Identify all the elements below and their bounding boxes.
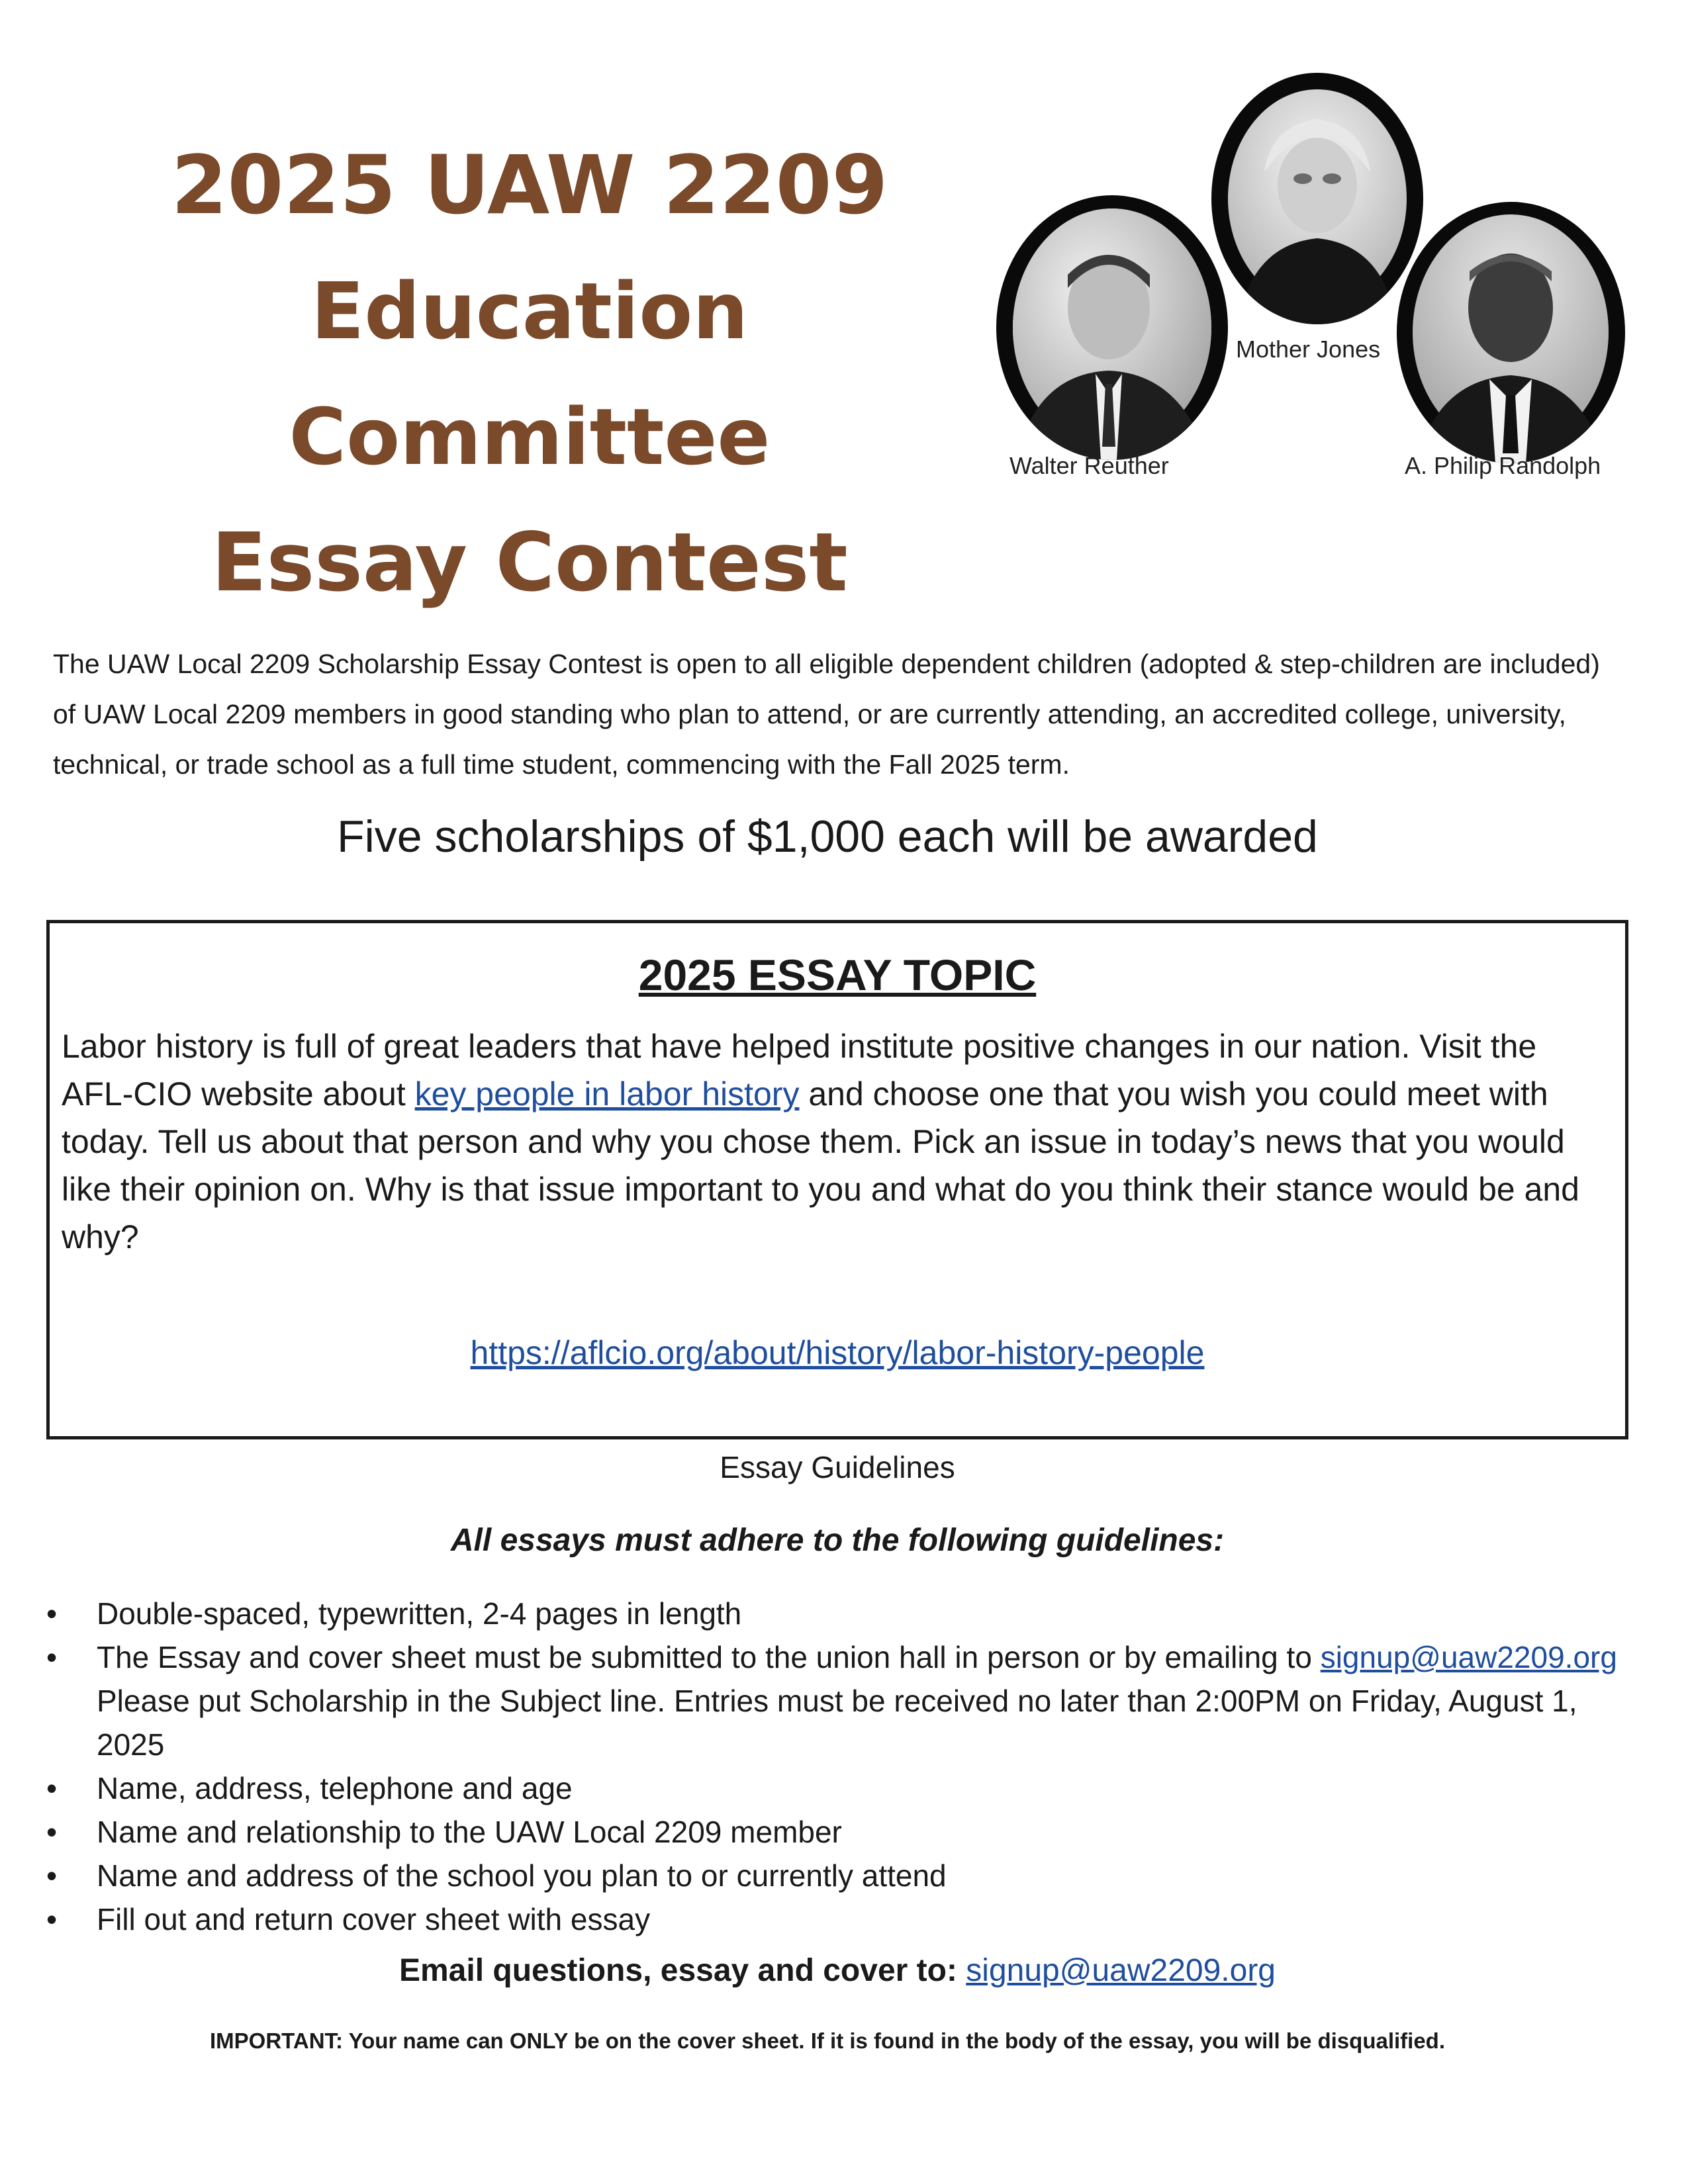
walter-reuther-portrait-icon: [996, 195, 1228, 460]
list-item: [46, 1635, 1635, 1766]
caption-mother-jones: Mother Jones: [1236, 336, 1381, 363]
guideline-text: Name and address of the school you plan to or currently attend: [97, 1858, 947, 1893]
contact-line: [0, 1952, 1675, 1989]
essay-topic-box: [46, 920, 1628, 1439]
topic-text-before: Labor history is full of great leaders that have helped institute positive changes in our nation. Visit the AFL-CIO website about: [62, 1028, 1537, 1113]
topic-text-after: and choose one that you wish you could meet with today. Tell us about that person and why you chose them. Pick an issue in today’s news that you would like their opinion on. Why is that issue important to you and what do you think their stance would be and why?: [62, 1075, 1579, 1255]
a-philip-randolph-portrait-icon: [1397, 202, 1625, 463]
list-item: [46, 1766, 1635, 1810]
contact-email-link[interactable]: signup@uaw2209.org: [966, 1953, 1276, 1988]
person-portrait-icon: [996, 195, 1228, 460]
guideline-text: Double-spaced, typewritten, 2-4 pages in length: [97, 1596, 742, 1631]
caption-walter-reuther: Walter Reuther: [1009, 452, 1169, 479]
aflcio-url-link[interactable]: https://aflcio.org/about/history/labor-history-people: [470, 1334, 1205, 1371]
guideline-text: Name and relationship to the UAW Local 2209 member: [97, 1815, 842, 1849]
list-item: [46, 1854, 1635, 1897]
bullet-icon: •: [46, 1858, 58, 1893]
title-line-2: Education Committee: [289, 265, 771, 482]
person-portrait-icon: [1397, 202, 1625, 463]
guideline-text: Please put Scholarship in the Subject line. Entries must be received no later than 2:00PM on Friday, August 1, 2025: [97, 1684, 1577, 1762]
signup-email-link[interactable]: signup@uaw2209.org: [1320, 1640, 1617, 1674]
guideline-text: The Essay and cover sheet must be submitted to the union hall in person or by emailing to: [97, 1640, 1321, 1674]
key-people-link[interactable]: key people in labor history: [414, 1075, 800, 1113]
bullet-icon: •: [46, 1640, 58, 1674]
contact-label: Email questions, essay and cover to:: [399, 1953, 957, 1988]
bullet-icon: •: [46, 1596, 58, 1631]
guidelines-subheading: All essays must adhere to the following guidelines:: [450, 1523, 1225, 1558]
aflcio-url: [50, 1334, 1625, 1372]
person-portrait-icon: [1211, 73, 1423, 324]
essay-topic-title: 2025 ESSAY TOPIC: [638, 950, 1037, 999]
list-item: [46, 1592, 1635, 1635]
awards-statement: Five scholarships of $1,000 each will be awarded: [337, 811, 1318, 862]
important-notice: IMPORTANT: Your name can ONLY be on the cover sheet. If it is found in the body of the essay, you will be disqualified.: [209, 2028, 1445, 2053]
guidelines-heading: Essay Guidelines: [720, 1450, 955, 1484]
guideline-text: Name, address, telephone and age: [97, 1771, 573, 1805]
guideline-text: Fill out and return cover sheet with essay: [97, 1902, 651, 1936]
caption-a-philip-randolph: A. Philip Randolph: [1405, 452, 1601, 479]
list-item: [46, 1810, 1635, 1854]
title-line-1: 2025 UAW 2209: [171, 138, 888, 232]
intro-paragraph: The UAW Local 2209 Scholarship Essay Contest is open to all eligible dependent children (adopted & step-children are included) of UAW Local 2209 members in good standing who plan to attend, or are currently attending, an accredited college, university, technical, or trade school as a full time student, commencing with the Fall 2025 term.: [53, 649, 1600, 780]
bullet-icon: •: [46, 1771, 58, 1805]
bullet-icon: •: [46, 1815, 58, 1849]
list-item: [46, 1897, 1635, 1941]
contest-title: [66, 122, 993, 625]
mother-jones-portrait-icon: [1211, 73, 1423, 324]
bullet-icon: •: [46, 1902, 58, 1936]
guidelines-list: [46, 1592, 1635, 1941]
essay-topic-text: [62, 1023, 1611, 1261]
title-line-3: Essay Contest: [211, 516, 848, 610]
